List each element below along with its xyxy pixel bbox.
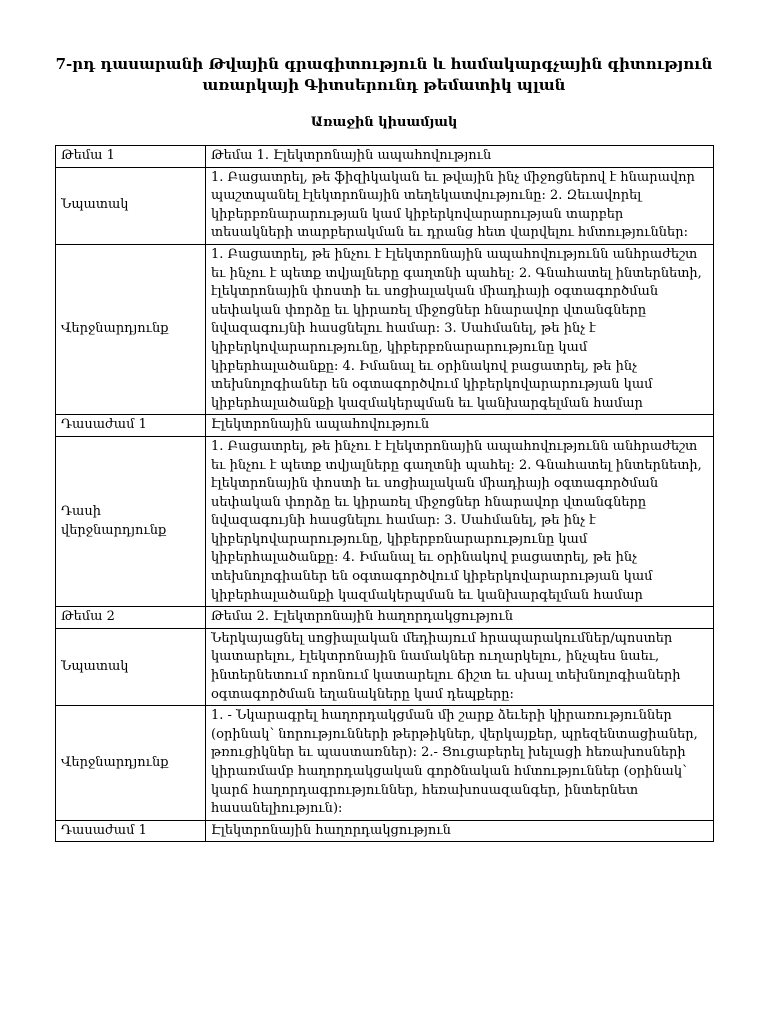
row-label: Դասի վերջնարդյունք xyxy=(56,436,206,606)
row-content: Թեմա 1. Էլեկտրոնային ապահովություն xyxy=(206,146,714,168)
row-content: Էլեկտրոնային ապահովություն xyxy=(206,415,714,437)
semester-subtitle: Առաջին կիսամյակ xyxy=(310,115,458,130)
table-row xyxy=(56,415,714,437)
row-label: Դասաժամ 1 xyxy=(56,820,206,842)
row-label: Թեմա 2 xyxy=(56,607,206,629)
document-title: 7-րդ դասարանի Թվային գրագիտություն և համակարգչային գիտություն առարկայի Գիտսերունդ թեմատիկ պլան xyxy=(55,55,713,94)
row-label: Թեմա 1 xyxy=(56,146,206,168)
row-content: Ներկայացնել սոցիալական մեդիայում հրապարակումներ/պոստեր կատարելու, էլեկտրոնային նամակներ ուղարկելու, ինչպես նաեւ, ինտերնետում որոնում կատարելու ճիշտ եւ սխալ տեխնոլոգիաների օգտագործման եղանակները կամ դեպքերը: xyxy=(206,628,714,705)
table-row xyxy=(56,820,714,842)
table-row xyxy=(56,436,714,606)
table-row xyxy=(56,706,714,821)
table-row xyxy=(56,244,714,414)
row-content: 1. - Նկարագրել հաղորդակցման մի շարք ձեւերի կիրառություններ (օրինակ՝ նորությունների թերթիկներ, վերկայքեր, պրեզենտացիաներ, թռուցիկներ եւ պաստառներ): 2.- Ցուցաբերել խելացի հեռախոսների կիրառմամբ հաղորդակցական գործնական հմտություններ (օրինակ՝ կարճ հաղորդագրություններ, հեռախոսազանգեր, ինտերնետ հասանելիություն): xyxy=(206,706,714,821)
row-label: Նպատակ xyxy=(56,628,206,705)
row-content: 1. Բացատրել, թե ինչու է էլեկտրոնային ապահովությունն անհրաժեշտ եւ ինչու է պետք տվյալները գաղտնի պահել: 2. Գնահատել ինտերնետի, էլեկտրոնային փոստի եւ սոցիալական միադիայի օգտագործման սեփական փորձը եւ կիրառել միջոցներ հնարավոր վտանգները նվազագույնի հասցնելու համար: 3. Սահմանել, թե ինչ է կիբերկովարարությունը, կիբերբռնարարությունը կամ կիբերհալածանքը: 4. Իմանալ եւ օրինակով բացատրել, թե ինչ տեխնոլոգիաներ են օգտագործվում կիբերկովարարության կամ կիբերհալածանքի կազմակերպման եւ կանխարգելման համար xyxy=(206,436,714,606)
row-label: Դասաժամ 1 xyxy=(56,415,206,437)
row-content: Էլեկտրոնային հաղորդակցություն xyxy=(206,820,714,842)
row-content: 1. Բացատրել, թե ինչու է էլեկտրոնային ապահովությունն անհրաժեշտ եւ ինչու է պետք տվյալները գաղտնի պահել: 2. Գնահատել ինտերնետի, էլեկտրոնային փոստի եւ սոցիալական միադիայի օգտագործման սեփական փորձը եւ կիրառել միջոցներ հնարավոր վտանգները նվազագույնի հասցնելու համար: 3. Սահմանել, թե ինչ է կիբերկովարարությունը, կիբերբռնարարությունը կամ կիբերհալածանքը: 4. Իմանալ եւ օրինակով բացատրել, թե ինչ տեխնոլոգիաներ են օգտագործվում կիբերկովարարության կամ կիբերհալածանքի կազմակերպման եւ կանխարգելման համար xyxy=(206,244,714,414)
row-content: 1. Բացատրել, թե ֆիզիկական եւ թվային ինչ միջոցներով է հնարավոր պաշտպանել էլեկտրոնային տեղեկատվությունը: 2. Զեւավորել կիբերբռնարարության կամ կիբերկովարարության տարբեր տեսակների տարբերակման եւ դրանց հետ վարվելու հմտություններ: xyxy=(206,167,714,244)
row-label: Նպատակ xyxy=(56,167,206,244)
table-row xyxy=(56,628,714,705)
row-label: Վերջնարդյունք xyxy=(56,706,206,821)
table-row xyxy=(56,146,714,168)
thematic-plan-table xyxy=(55,145,714,842)
table-row xyxy=(56,607,714,629)
row-label: Վերջնարդյունք xyxy=(56,244,206,414)
row-content: Թեմա 2. Էլեկտրոնային հաղորդակցություն xyxy=(206,607,714,629)
table-row xyxy=(56,167,714,244)
